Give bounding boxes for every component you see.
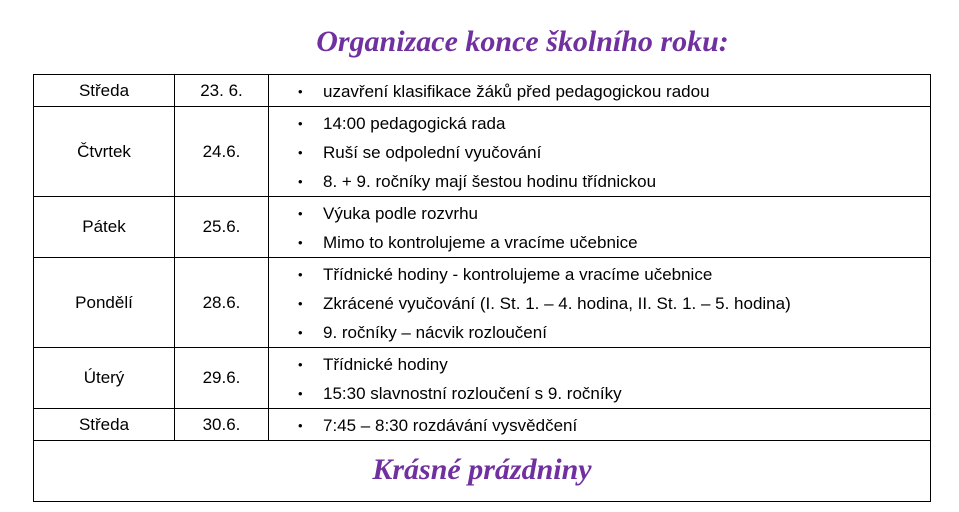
footer-row (34, 441, 931, 502)
event-item (269, 289, 930, 318)
event-item (269, 138, 930, 167)
schedule-row (34, 197, 931, 258)
bullet-icon: • (298, 357, 303, 372)
date-cell: 29.6. (175, 348, 269, 409)
date-cell: 24.6. (175, 107, 269, 197)
day-cell: Středa (34, 409, 175, 441)
bullet-icon: • (298, 296, 303, 311)
event-text: Výuka podle rozvrhu (323, 204, 478, 223)
event-text: Třídnické hodiny - kontrolujeme a vracíme učebnice (323, 265, 713, 284)
footer-cell (34, 441, 931, 502)
events-cell (269, 258, 931, 348)
date-cell: 28.6. (175, 258, 269, 348)
event-item (269, 228, 930, 257)
bullet-icon: • (298, 174, 303, 189)
events-cell (269, 75, 931, 107)
bullet-icon: • (298, 145, 303, 160)
event-item (269, 379, 930, 408)
event-text: uzavření klasifikace žáků před pedagogickou radou (323, 82, 710, 101)
event-item (269, 409, 930, 440)
day-cell: Pátek (34, 197, 175, 258)
event-list (269, 197, 930, 257)
event-text: Ruší se odpolední vyučování (323, 143, 542, 162)
events-cell (269, 348, 931, 409)
day-cell: Čtvrtek (34, 107, 175, 197)
schedule-body (34, 75, 931, 502)
day-cell: Úterý (34, 348, 175, 409)
date-cell: 23. 6. (175, 75, 269, 107)
event-item (269, 107, 930, 138)
bullet-icon: • (298, 325, 303, 340)
event-item (269, 197, 930, 228)
event-item (269, 318, 930, 347)
events-cell (269, 197, 931, 258)
event-text: Mimo to kontrolujeme a vracíme učebnice (323, 233, 638, 252)
bullet-icon: • (298, 386, 303, 401)
event-text: 15:30 slavnostní rozloučení s 9. ročníky (323, 384, 622, 403)
bullet-icon: • (298, 116, 303, 131)
bullet-icon: • (298, 206, 303, 221)
schedule-row (34, 75, 931, 107)
date-cell: 30.6. (175, 409, 269, 441)
bullet-icon: • (298, 235, 303, 250)
date-cell: 25.6. (175, 197, 269, 258)
event-list (269, 409, 930, 440)
event-list (269, 75, 930, 106)
event-list (269, 258, 930, 347)
event-list (269, 107, 930, 196)
event-item (269, 348, 930, 379)
event-list (269, 348, 930, 408)
event-item (269, 258, 930, 289)
bullet-icon: • (298, 418, 303, 433)
day-cell: Středa (34, 75, 175, 107)
event-text: 9. ročníky – nácvik rozloučení (323, 323, 547, 342)
event-text: Zkrácené vyučování (I. St. 1. – 4. hodina, II. St. 1. – 5. hodina) (323, 294, 791, 313)
event-text: 8. + 9. ročníky mají šestou hodinu třídnickou (323, 172, 657, 191)
schedule-row (34, 348, 931, 409)
event-text: 7:45 – 8:30 rozdávání vysvědčení (323, 416, 578, 435)
bullet-icon: • (298, 84, 303, 99)
event-item (269, 167, 930, 196)
schedule-row (34, 107, 931, 197)
events-cell (269, 409, 931, 441)
schedule-table (33, 74, 931, 502)
schedule-row (34, 258, 931, 348)
footer-text: Krásné prázdniny (372, 452, 592, 486)
events-cell (269, 107, 931, 197)
event-text: Třídnické hodiny (323, 355, 448, 374)
page-title: Organizace konce školního roku: (316, 25, 729, 58)
day-cell: Pondělí (34, 258, 175, 348)
schedule-row (34, 409, 931, 441)
event-text: 14:00 pedagogická rada (323, 114, 506, 133)
bullet-icon: • (298, 267, 303, 282)
event-item (269, 75, 930, 106)
